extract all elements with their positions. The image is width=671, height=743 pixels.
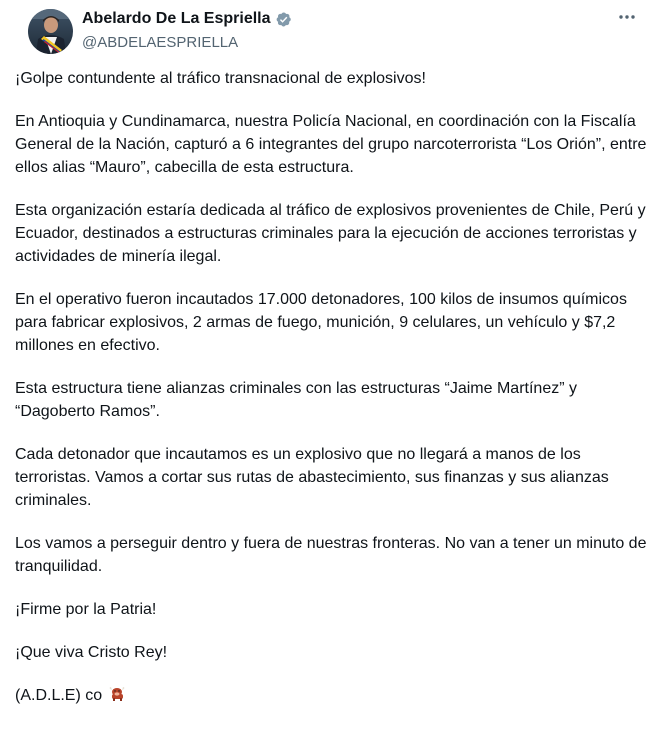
post-paragraph: En Antioquia y Cundinamarca, nuestra Policía Nacional, en coordinación con la Fiscalía General de la Nación, capturó a 6 integrantes del grupo narcoterrorista “Los Orión”, entre ellos alias “Mauro”, cabecilla de esta estructura. — [15, 113, 651, 176]
author-display-name[interactable]: Abelardo De La Espriella — [82, 10, 271, 27]
name-row — [82, 9, 292, 29]
author-identity — [82, 9, 292, 51]
post-paragraph: Esta organización estaría dedicada al tráfico de explosivos provenientes de Chile, Perú y Ecuador, destinados a estructuras criminales para la ejecución de acciones terroristas y actividades de minería ilegal. — [15, 202, 651, 265]
post-paragraph: En el operativo fueron incautados 17.000 detonadores, 100 kilos de insumos químicos para fabricar explosivos, 2 armas de fuego, munición, 9 celulares, un vehículo y $7,2 millones en efectivo. — [15, 291, 632, 354]
tweet-text — [15, 67, 660, 729]
post-signature-line — [15, 684, 660, 709]
post-paragraph: Esta estructura tiene alianzas criminales con las estructuras “Jaime Martínez” y “Dagoberto Ramos”. — [15, 380, 582, 420]
verified-badge-icon[interactable] — [275, 11, 292, 28]
post-paragraph: Cada detonador que incautamos es un explosivo que no llegará a manos de los terroristas. Vamos a cortar sus rutas de abastecimiento, sus finanzas y sus alianzas criminales. — [15, 446, 614, 509]
post-paragraph: ¡Golpe contundente al tráfico transnacional de explosivos! — [15, 70, 426, 87]
post-paragraph: Los vamos a perseguir dentro y fuera de nuestras fronteras. No van a tener un minuto de tranquilidad. — [15, 535, 651, 575]
post-paragraph: ¡Que viva Cristo Rey! — [15, 644, 168, 661]
post-signature: (A.D.L.E) co — [15, 687, 103, 704]
author-handle[interactable]: @ABDELAESPRIELLA — [82, 34, 239, 51]
more-options-icon[interactable] — [616, 6, 638, 28]
tweet-header — [15, 0, 656, 62]
post-paragraph: ¡Firme por la Patria! — [15, 601, 157, 618]
bull-emoji-icon — [108, 686, 126, 709]
avatar[interactable] — [28, 9, 73, 54]
